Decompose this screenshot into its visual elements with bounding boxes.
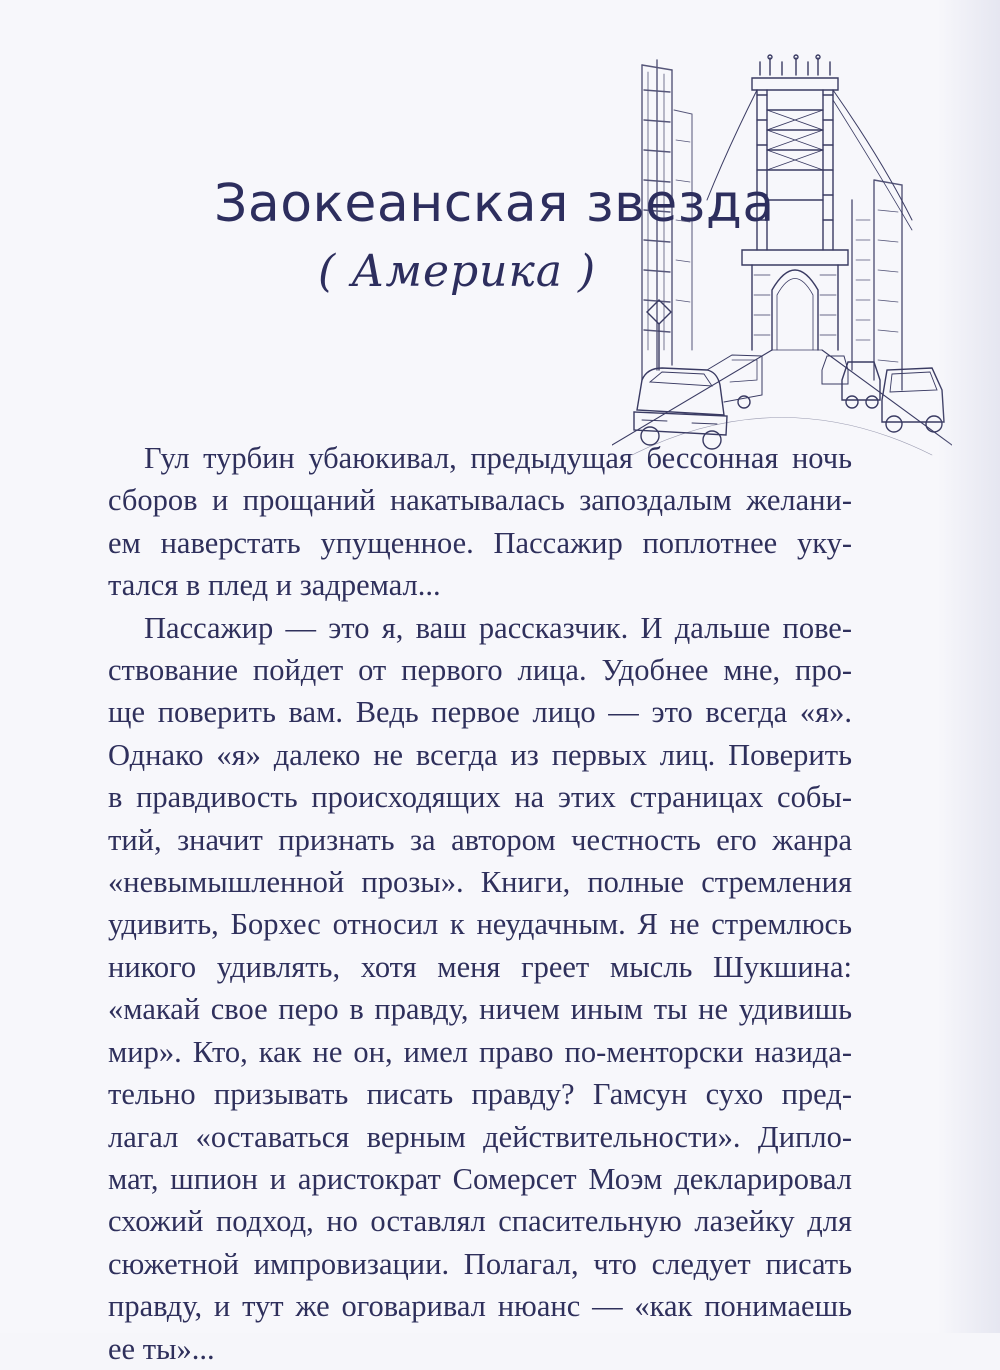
bridge-street-sketch-icon	[612, 50, 952, 470]
text-line: лагал «оставаться верным действительности». Дипло-	[108, 1119, 852, 1154]
text-line: Пассажир — это я, ваш рассказчик. И дальше пове-	[144, 610, 852, 645]
text-line: ще поверить вам. Ведь первое лицо — это всегда «я».	[108, 695, 852, 730]
text-line: сборов и прощаний накатывалась запоздалым желани-	[108, 483, 852, 518]
text-line: мир». Кто, как не он, имел право по-менторски назида-	[108, 1034, 852, 1069]
page-edge-shadow	[938, 0, 1000, 1333]
text-line: схожий подход, но оставлял спасительную лазейку для	[108, 1204, 852, 1239]
text-line: ствование пойдет от первого лица. Удобнее мне, про-	[108, 653, 852, 688]
text-line: тался в плед и задремал...	[108, 568, 441, 603]
text-line: сюжетной импровизации. Полагал, что следует писать	[108, 1246, 852, 1281]
paragraph-1	[108, 437, 852, 607]
text-line: никого удивлять, хотя меня греет мысль Шукшина:	[108, 949, 852, 984]
chapter-subtitle: ( Америка )	[318, 246, 597, 297]
text-line: правду, и тут же оговаривал нюанс — «как понимаешь	[108, 1289, 852, 1324]
text-line: удивить, Борхес относил к неудачным. Я не стремлюсь	[108, 907, 852, 942]
text-line: «невымышленной прозы». Книги, полные стремления	[108, 865, 852, 900]
text-line: мат, шпион и аристократ Сомерсет Моэм декларировал	[108, 1161, 852, 1196]
text-line: ем наверстать упущенное. Пассажир поплотнее уку-	[108, 525, 852, 560]
paragraph-2	[108, 607, 852, 1370]
chapter-title: Заокеанская звезда	[214, 174, 775, 234]
text-line: тельно призывать писать правду? Гамсун сухо пред-	[108, 1077, 852, 1112]
text-line: Гул турбин убаюкивал, предыдущая бессонная ночь	[144, 441, 852, 475]
body-text	[108, 437, 852, 1370]
text-line: ее ты»...	[108, 1331, 215, 1366]
text-line: тий, значит признать за автором честность его жанра	[108, 822, 852, 857]
text-line: Однако «я» далеко не всегда из первых лиц. Поверить	[108, 737, 852, 772]
text-line: в правдивость происходящих на этих страницах собы-	[108, 780, 852, 815]
text-line: «макай свое перо в правду, ничем иным ты не удивишь	[108, 992, 852, 1027]
